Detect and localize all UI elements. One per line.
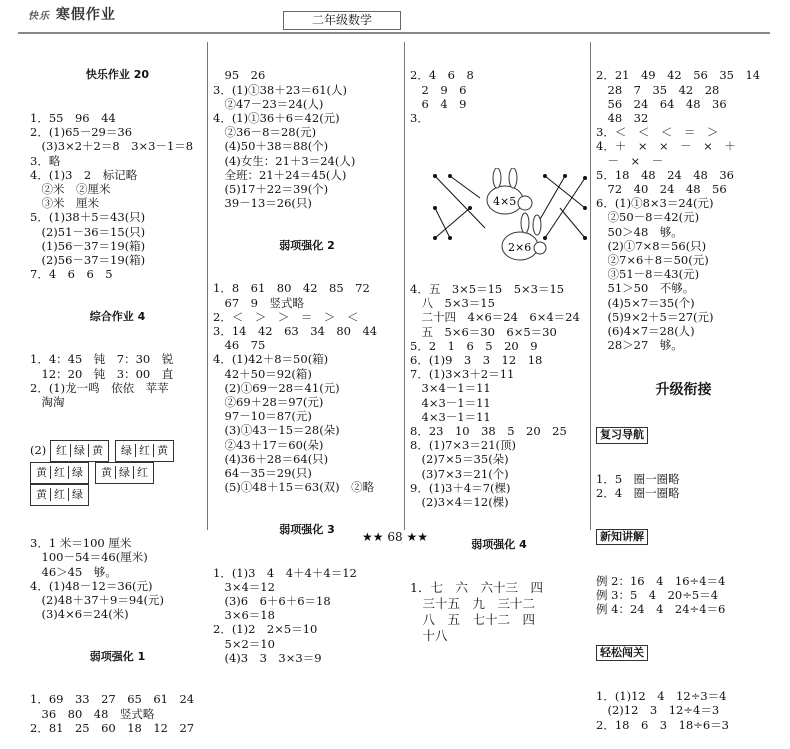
answer-line: 4．五 3×5＝15 5×3＝15	[410, 282, 565, 297]
answer-line: 2．(1)2 2×5＝10	[213, 622, 318, 637]
answer-line: 1．55 96 44	[30, 111, 116, 126]
answer-line: 4．(1)48－12＝36(元)	[30, 578, 153, 593]
color-box-cell: 绿	[115, 466, 133, 479]
section-title: 弱项强化 4	[471, 537, 527, 551]
section-title: 弱项强化 2	[279, 238, 335, 252]
answer-line: (4)3 3 3×3＝9	[213, 650, 322, 665]
answer-line: 2 9 6	[410, 82, 467, 97]
answer-line: ②50－8＝42(元)	[596, 210, 700, 225]
answer-line: 46＞45 够。	[30, 564, 117, 579]
answer-line: (3)①43－15＝28(朵)	[213, 423, 340, 438]
answer-line: 1．4：45 钝 7：30 锐	[30, 352, 174, 367]
answer-line: (4)5×7＝35(个)	[596, 295, 695, 310]
answer-column-4	[596, 40, 771, 746]
answer-line: (3)6 6＋6＋6＝18	[213, 593, 331, 608]
answer-line: 8．23 10 38 5 20 25	[410, 424, 567, 439]
color-box-cell: 绿	[68, 488, 86, 501]
answer-line: 二十四 4×6＝24 6×4＝24	[410, 310, 580, 325]
color-box-row	[95, 462, 154, 484]
answer-line: 5×2＝10	[213, 636, 275, 651]
logo-small-text: 快乐	[28, 11, 50, 22]
bunny-label-2: 2×6	[507, 240, 531, 254]
page-number: 68	[387, 530, 403, 544]
page-footer	[0, 530, 790, 544]
answer-line: (5)①48＋15＝63(双) ②略	[213, 480, 375, 495]
section-title: 升级衔接	[655, 381, 712, 398]
answer-line: 4×3－1＝11	[410, 409, 491, 424]
answer-lines	[410, 580, 588, 644]
answer-line: 全班：21＋24＝45(人)	[213, 167, 347, 182]
answer-column-3	[410, 40, 588, 659]
answer-line: 八 五 七十二 四	[410, 612, 536, 628]
answer-line: 3．略	[30, 153, 61, 168]
answer-line: (5)9×2＋5＝27(元)	[596, 309, 714, 324]
answer-line: 5．(1)38＋5＝43(只)	[30, 210, 146, 225]
footer-deco-left: ★★	[362, 530, 384, 544]
answer-line: 3．＜ ＜ ＜ ＝ ＞	[596, 125, 719, 140]
answer-line: 9．(1)3＋4＝7(棵)	[410, 480, 511, 495]
answer-line: 4．＋ × × － × ＋	[596, 139, 736, 154]
answer-line: 三十五 九 三十二	[410, 596, 536, 612]
answer-lines	[213, 566, 401, 665]
answer-lines	[213, 281, 401, 494]
answer-line: 1．(1)3 4 4＋4＋4＝12	[213, 565, 357, 580]
answer-line: 50＞48 够。	[596, 224, 683, 239]
color-box-cell: 绿	[120, 443, 132, 457]
answer-line: (3)4×6＝24(米)	[30, 607, 129, 622]
answer-line: 十八	[410, 628, 448, 644]
answer-line: 4．(1)42＋8＝50(箱)	[213, 352, 329, 367]
answer-line: 4×3－1＝11	[410, 395, 491, 410]
header-divider	[18, 32, 770, 34]
answer-lines	[410, 68, 588, 125]
color-box-cell: 红	[50, 488, 68, 501]
answer-line: (2)56－37＝19(箱)	[30, 253, 146, 268]
section-title: 弱项强化 1	[89, 649, 146, 663]
answer-line: 64－35＝29(只)	[213, 466, 312, 481]
page-header	[0, 0, 790, 36]
answer-lines	[30, 111, 205, 281]
answer-line: (5)17＋22＝39(个)	[213, 182, 329, 197]
answer-line: 1．(1)12 4 12÷3＝4	[596, 689, 727, 704]
logo-text: 寒假作业	[55, 7, 116, 23]
tag-label: 新知讲解	[596, 529, 648, 545]
column-divider-2	[404, 42, 405, 530]
answer-line: 7．(1)3×3＋2＝11	[410, 367, 515, 382]
answer-line: 2．4 圈一圈略	[596, 486, 680, 501]
section-title: 弱项强化 3	[279, 522, 335, 536]
answer-line: 例 3：5 4 20÷5＝4	[596, 587, 719, 602]
answer-line: ②36－8＝28(元)	[213, 125, 317, 140]
color-box-row	[30, 484, 89, 506]
answer-column-2	[213, 40, 401, 679]
answer-line: 42＋50＝92(箱)	[213, 366, 312, 381]
answer-line: 72 40 24 48 56	[596, 182, 727, 197]
answer-lines	[30, 352, 205, 409]
answer-line: 95 26	[213, 68, 266, 83]
answer-lines	[410, 282, 588, 509]
answer-lines	[596, 472, 771, 500]
bunny-label-1: 4×5	[492, 194, 516, 208]
answer-line: 5．18 48 24 48 36	[596, 167, 734, 182]
color-box-cell: 黄	[153, 444, 171, 457]
answer-line: (3)3×2＋2＝8 3×3－1＝8	[30, 139, 194, 154]
answer-line: 51＞50 不够。	[596, 281, 695, 296]
answer-line: 4．(1)①36＋6＝42(元)	[213, 111, 340, 126]
answer-lines	[213, 68, 401, 210]
answer-line: 100－54＝46(厘米)	[30, 550, 148, 565]
color-box-cell: 绿	[68, 466, 86, 479]
answer-line: 2．4 6 8	[410, 68, 474, 83]
section-title: 快乐作业 20	[85, 68, 150, 82]
answer-line: 28＞27 够。	[596, 338, 683, 353]
answer-line: 8．(1)7×3＝21(顶)	[410, 438, 516, 453]
answer-line: 1．七 六 六十三 四	[410, 580, 543, 596]
answer-line: ②43＋17＝60(朵)	[213, 437, 324, 452]
subject-label: 二年级数学	[283, 11, 401, 30]
answer-line: 4．(1)3 2 标记略	[30, 167, 138, 182]
box-question-label: (2)	[30, 442, 50, 457]
section-title: 综合作业 4	[89, 309, 146, 323]
color-box-row	[115, 440, 174, 462]
answer-line: 2．81 25 60 18 12 27	[30, 720, 195, 735]
answer-line: 2．18 6 3 18÷6＝3	[596, 717, 729, 732]
answer-line: (2)51－36＝15(只)	[30, 224, 146, 239]
color-box-grid	[30, 440, 205, 506]
column-divider-1	[207, 42, 208, 530]
answer-line: 67 9 竖式略	[213, 295, 304, 310]
answer-line: 五 5×6＝30 6×5＝30	[410, 324, 557, 339]
answer-line: 1．5 圈一圈略	[596, 472, 680, 487]
column-divider-3	[590, 42, 591, 530]
answer-line: 6．(1)①8×3＝24(元)	[596, 196, 714, 211]
answer-line: 2．(1)65－29＝36	[30, 125, 133, 140]
answer-line: 2．＜ ＞ ＞ ＝ ＞ ＜	[213, 309, 359, 324]
answer-lines	[596, 68, 771, 352]
answer-line: ②69＋28＝97(元)	[213, 395, 324, 410]
answer-line: (4)女生：21＋3＝24(人)	[213, 153, 356, 168]
answer-line: (4)36＋28＝64(只)	[213, 451, 329, 466]
matching-lines-svg	[425, 168, 600, 266]
answer-line: 淘淘	[30, 395, 65, 410]
answer-lines	[596, 689, 771, 732]
answer-line: 3．14 42 63 34 80 44	[213, 324, 378, 339]
color-box-cell: 红	[133, 466, 151, 479]
answer-line: 12：20 钝 3：00 直	[30, 366, 174, 381]
answer-line: (6)4×7＝28(人)	[596, 324, 695, 339]
color-box-row	[30, 462, 89, 484]
answer-line: ③米 厘米	[30, 196, 99, 211]
color-box-cell: 红	[55, 443, 67, 457]
answer-line: ②米 ②厘米	[30, 182, 111, 197]
answer-line: 3．(1)①38＋23＝61(人)	[213, 82, 347, 97]
answer-line: 2．21 49 42 56 35 14	[596, 68, 761, 83]
logo	[28, 4, 116, 24]
answer-lines	[30, 536, 205, 621]
answer-line: 6．(1)9 3 3 12 18	[410, 353, 543, 368]
answer-line: 3．	[410, 111, 429, 126]
color-box-cell: 黄	[88, 444, 106, 457]
answer-line: (3)7×3＝21(个)	[410, 466, 509, 481]
answer-line: (2)7×5＝35(朵)	[410, 452, 509, 467]
answer-line: 八 5×3＝15	[410, 296, 495, 311]
answer-line: － × －	[596, 153, 664, 168]
answer-lines	[30, 692, 205, 735]
answer-line: ②7×6＋8＝50(元)	[596, 253, 709, 268]
color-box-cell: 黄	[101, 465, 112, 479]
answer-line: (4)50＋38＝88(个)	[213, 139, 329, 154]
answer-line: 3．1 米＝100 厘米	[30, 536, 132, 551]
color-box-cell: 黄	[36, 487, 47, 501]
answer-lines	[596, 574, 771, 617]
answer-line: 3×4－1＝11	[410, 381, 491, 396]
answer-line: (2)①69－28＝41(元)	[213, 380, 340, 395]
answer-line: (2)3×4＝12(棵)	[410, 495, 509, 510]
answer-line: 例 2：16 4 16÷4＝4	[596, 573, 726, 588]
answer-line: 56 24 64 48 36	[596, 96, 727, 111]
answer-line: 6 4 9	[410, 96, 467, 111]
answer-line: (2)48＋37＋9＝94(元)	[30, 592, 164, 607]
answer-line: 46 75	[213, 338, 266, 353]
answer-line: (2)①7×8＝56(只)	[596, 238, 707, 253]
answer-line: (1)56－37＝19(箱)	[30, 238, 146, 253]
color-box-cell: 绿	[70, 444, 88, 457]
answer-line: 36 80 48 竖式略	[30, 706, 155, 721]
answer-line: 5．2 1 6 5 20 9	[410, 338, 538, 353]
color-box-cell: 红	[50, 466, 68, 479]
answer-line: ②47－23＝24(人)	[213, 96, 324, 111]
color-box-row	[50, 440, 109, 462]
answer-line: ③51－8＝43(元)	[596, 267, 700, 282]
color-box-cell: 黄	[36, 465, 47, 479]
tag-label: 轻松闯关	[596, 645, 648, 661]
answer-line: 1．69 33 27 65 61 24	[30, 692, 195, 707]
footer-deco-right: ★★	[406, 530, 428, 544]
answer-line: 48 32	[596, 111, 649, 126]
answer-line: 39－13＝26(只)	[213, 196, 312, 211]
answer-line: 例 4：24 4 24÷4＝6	[596, 601, 726, 616]
answer-column-1	[30, 40, 205, 749]
answer-line: 2．(1)龙一鸣 依依 苹苹	[30, 380, 169, 395]
tag-label: 复习导航	[596, 427, 648, 443]
answer-line: 7．4 6 6 5	[30, 267, 113, 282]
matching-diagram	[410, 154, 588, 254]
answer-line: 3×6＝18	[213, 608, 275, 623]
answer-line: 1．8 61 80 42 85 72	[213, 281, 370, 296]
answer-line: 3×4＝12	[213, 579, 275, 594]
answer-line: 28 7 35 42 28	[596, 82, 720, 97]
answer-line: (2)12 3 12÷4＝3	[596, 703, 720, 718]
answer-line: 97－10＝87(元)	[213, 409, 312, 424]
color-box-cell: 红	[135, 444, 153, 457]
